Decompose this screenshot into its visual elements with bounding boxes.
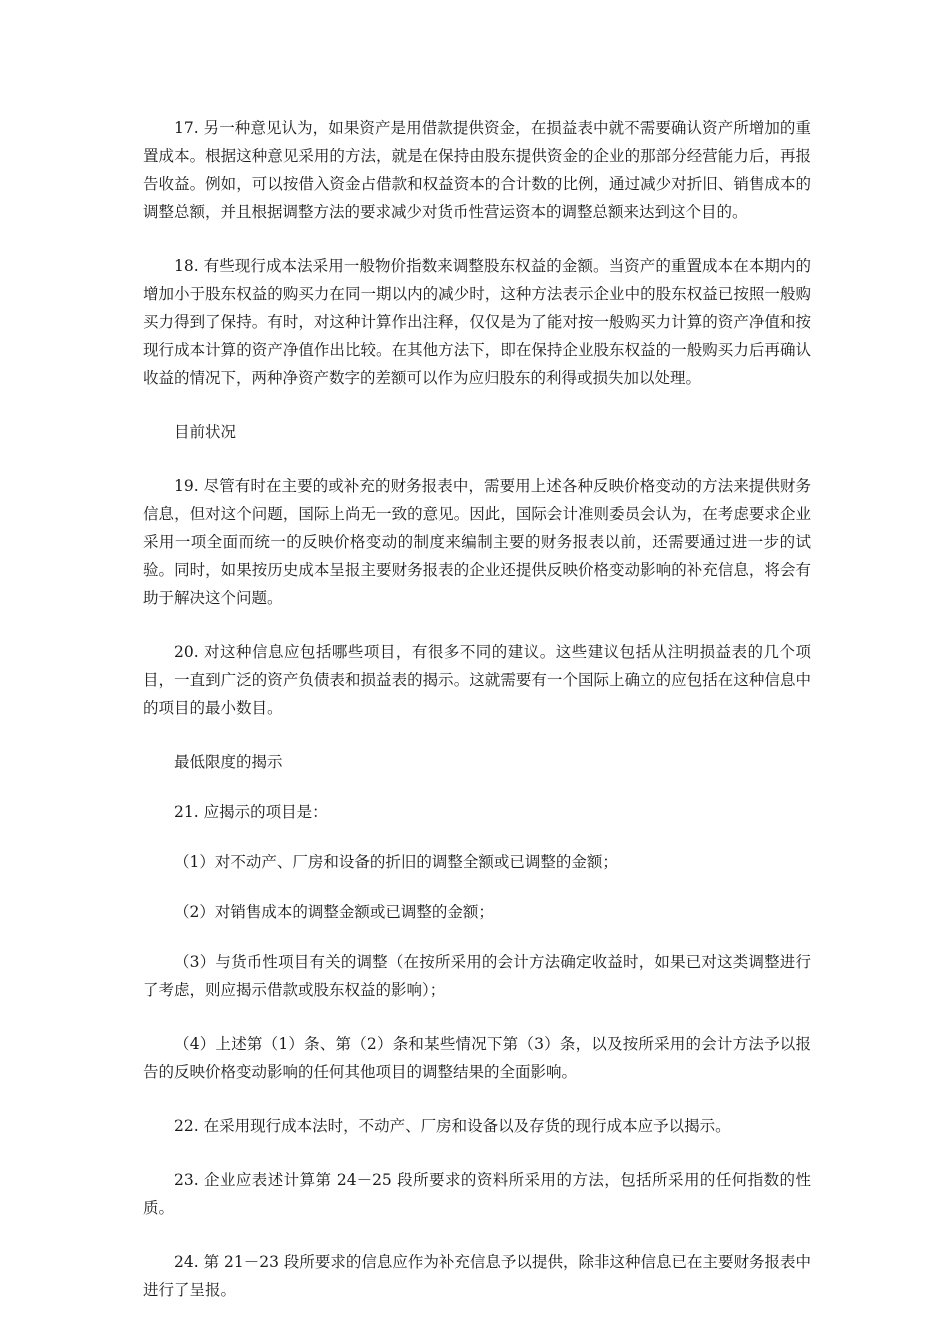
- list-item-2: （2）对销售成本的调整金额或已调整的金额；: [174, 903, 494, 921]
- list-item-4: （4）上述第（1）条、第（2）条和某些情况下第（3）条，以及按所采用的会计方法予以报告的反映价格变动影响的任何其他项目的调整结果的全面影响。: [143, 1035, 811, 1081]
- paragraph-23: 23. 企业应表述计算第 24－25 段所要求的资料所采用的方法，包括所采用的任何指数的性质。: [143, 1171, 811, 1217]
- list-item-3: （3）与货币性项目有关的调整（在按所采用的会计方法确定收益时，如果已对这类调整进行了考虑，则应揭示借款或股东权益的影响）；: [143, 953, 811, 999]
- section-heading-current-status: 目前状况: [174, 423, 237, 441]
- section-heading-minimum-disclosure: 最低限度的揭示: [174, 753, 283, 771]
- paragraph-22: 22. 在采用现行成本法时，不动产、厂房和设备以及存货的现行成本应予以揭示。: [174, 1117, 731, 1135]
- paragraph-17: 17. 另一种意见认为，如果资产是用借款提供资金，在损益表中就不需要确认资产所增加的重置成本。根据这种意见采用的方法，就是在保持由股东提供资金的企业的那部分经营能力后，再报告收益。例如，可以按借入资金占借款和权益资本的合计数的比例，通过减少对折旧、销售成本的调整总额，并且根据调整方法的要求减少对货币性营运资本的调整总额来达到这个目的。: [143, 119, 811, 221]
- list-item-1: （1）对不动产、厂房和设备的折旧的调整全额或已调整的金额；: [174, 853, 618, 871]
- paragraph-19: 19. 尽管有时在主要的或补充的财务报表中，需要用上述各种反映价格变动的方法来提供财务信息，但对这个问题，国际上尚无一致的意见。因此，国际会计准则委员会认为，在考虑要求企业采用一项全面而统一的反映价格变动的制度来编制主要的财务报表以前，还需要通过进一步的试验。同时，如果按历史成本呈报主要财务报表的企业还提供反映价格变动影响的补充信息，将会有助于解决这个问题。: [143, 477, 811, 607]
- paragraph-20: 20. 对这种信息应包括哪些项目，有很多不同的建议。这些建议包括从注明损益表的几个项目，一直到广泛的资产负债表和损益表的揭示。这就需要有一个国际上确立的应包括在这种信息中的项目的最小数目。: [143, 643, 811, 717]
- document-page: [143, 114, 811, 1304]
- paragraph-24: 24. 第 21－23 段所要求的信息应作为补充信息予以提供，除非这种信息已在主要财务报表中进行了呈报。: [143, 1253, 811, 1299]
- paragraph-21: 21. 应揭示的项目是：: [174, 803, 328, 821]
- paragraph-18: 18. 有些现行成本法采用一般物价指数来调整股东权益的金额。当资产的重置成本在本期内的增加小于股东权益的购买力在同一期以内的减少时，这种方法表示企业中的股东权益已按照一般购买力得到了保持。有时，对这种计算作出注释，仅仅是为了能对按一般购买力计算的资产净值和按现行成本计算的资产净值作出比较。在其他方法下，即在保持企业股东权益的一般购买力后再确认收益的情况下，两种净资产数字的差额可以作为应归股东的利得或损失加以处理。: [143, 257, 811, 387]
